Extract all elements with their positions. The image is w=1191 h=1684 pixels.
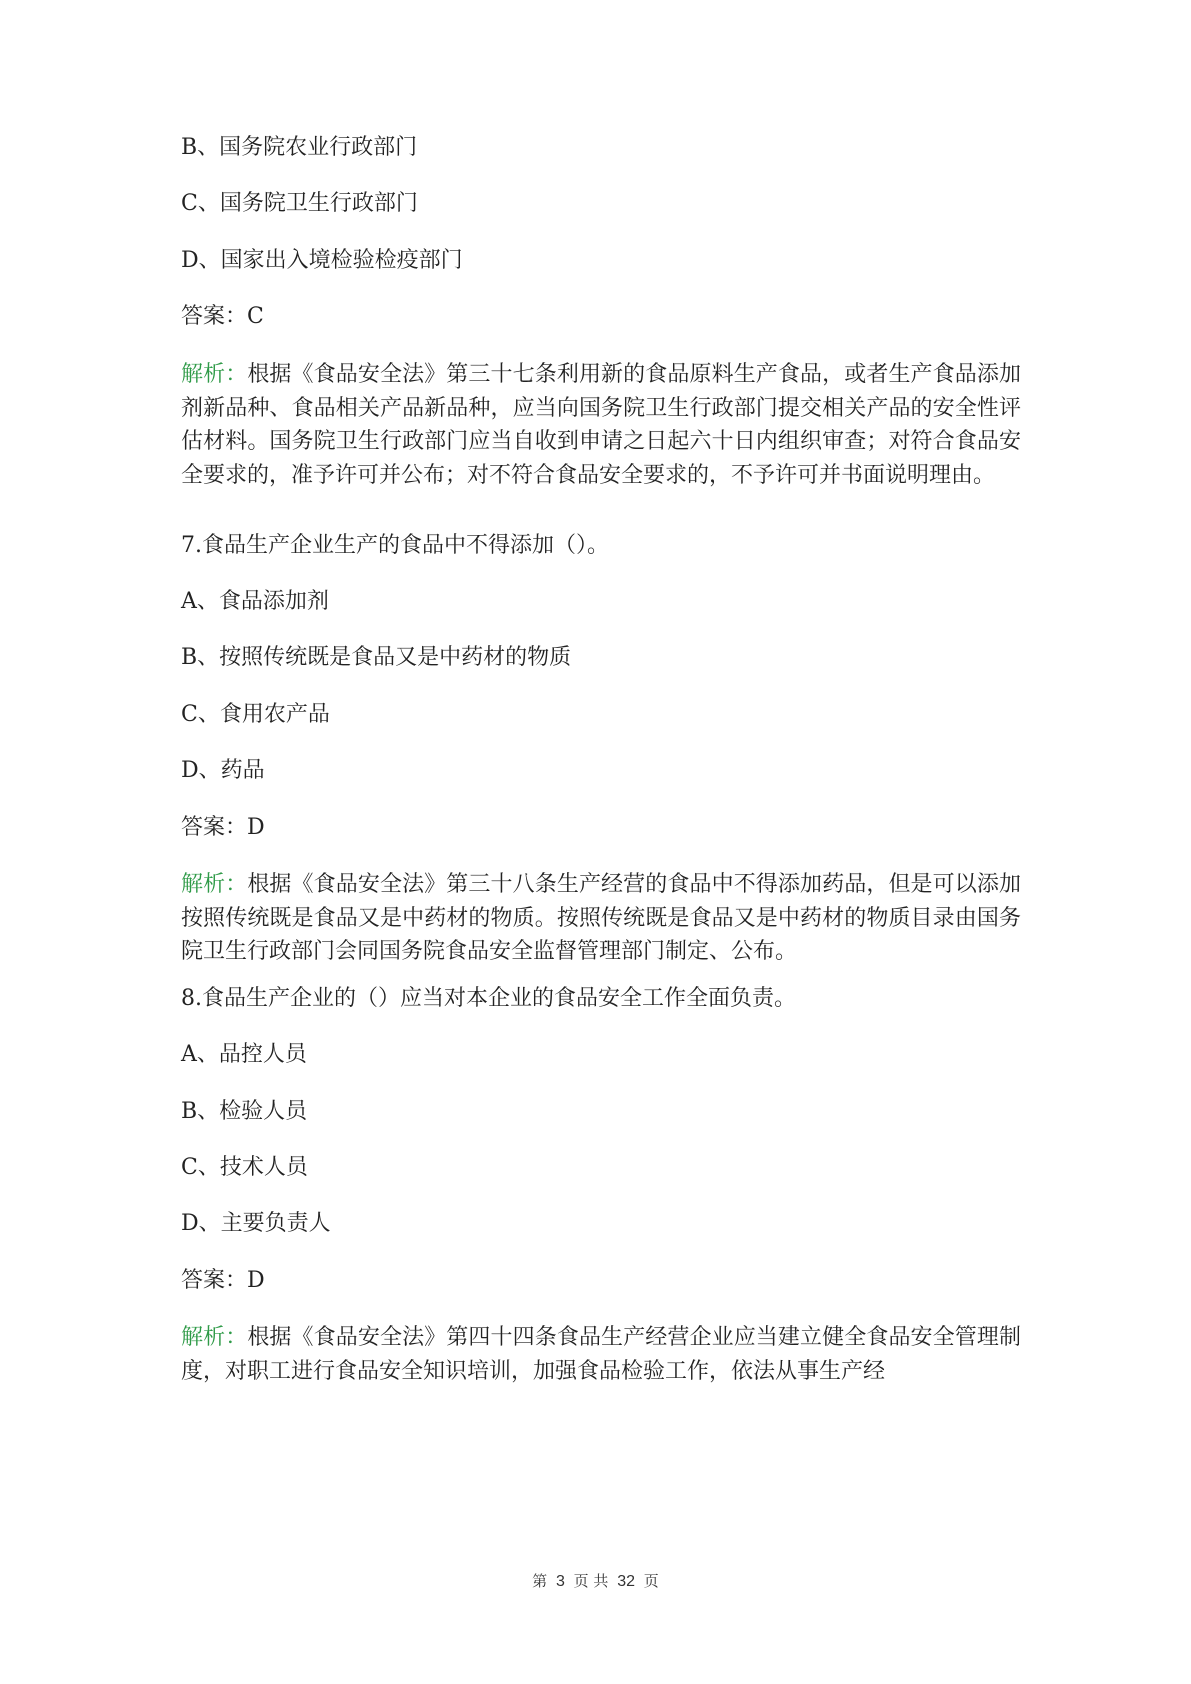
q6-analysis-label: 解析： <box>181 362 248 387</box>
footer-suffix: 页 <box>643 1572 659 1590</box>
q6-analysis <box>181 358 1021 492</box>
footer-prefix: 第 <box>532 1572 548 1590</box>
q7-option-a: A、食品添加剂 <box>181 589 329 614</box>
footer-middle: 页 共 <box>573 1572 609 1590</box>
q8-answer: 答案：D <box>181 1268 265 1293</box>
q7-option-d: D、药品 <box>181 758 265 783</box>
q8-option-b: B、检验人员 <box>181 1099 308 1124</box>
current-page-number: 3 <box>555 1573 565 1590</box>
q8-option-a: A、品控人员 <box>181 1042 307 1067</box>
q6-option-c: C、国务院卫生行政部门 <box>181 191 418 216</box>
q8-question: 8.食品生产企业的（）应当对本企业的食品安全工作全面负责。 <box>181 986 796 1011</box>
q8-analysis-text: 根据《食品安全法》第四十四条食品生产经营企业应当建立健全食品安全管理制度，对职工进行食品安全知识培训，加强食品检验工作，依法从事生产经 <box>181 1325 1021 1384</box>
q8-analysis <box>181 1321 1021 1388</box>
q7-analysis-label: 解析： <box>181 872 248 897</box>
q7-analysis <box>181 868 1021 969</box>
page-footer <box>0 1571 1191 1592</box>
q6-analysis-text: 根据《食品安全法》第三十七条利用新的食品原料生产食品，或者生产食品添加剂新品种、食品相关产品新品种，应当向国务院卫生行政部门提交相关产品的安全性评估材料。国务院卫生行政部门应当自收到申请之日起六十日内组织审查；对符合食品安全要求的，准予许可并公布；对不符合食品安全要求的，不予许可并书面说明理由。 <box>181 362 1021 488</box>
q8-option-d: D、主要负责人 <box>181 1211 331 1236</box>
q8-option-c: C、技术人员 <box>181 1155 308 1180</box>
q8-analysis-label: 解析： <box>181 1325 248 1350</box>
q7-question: 7.食品生产企业生产的食品中不得添加（）。 <box>181 533 609 558</box>
q6-answer: 答案：C <box>181 304 264 329</box>
q6-option-d: D、国家出入境检验检疫部门 <box>181 248 463 273</box>
q6-option-b: B、国务院农业行政部门 <box>181 135 418 160</box>
total-page-number: 32 <box>617 1573 636 1590</box>
q7-option-b: B、按照传统既是食品又是中药材的物质 <box>181 645 572 670</box>
q7-answer: 答案：D <box>181 815 265 840</box>
q7-option-c: C、食用农产品 <box>181 702 330 727</box>
q7-analysis-text: 根据《食品安全法》第三十八条生产经营的食品中不得添加药品，但是可以添加按照传统既是食品又是中药材的物质。按照传统既是食品又是中药材的物质目录由国务院卫生行政部门会同国务院食品安全监督管理部门制定、公布。 <box>181 872 1021 964</box>
